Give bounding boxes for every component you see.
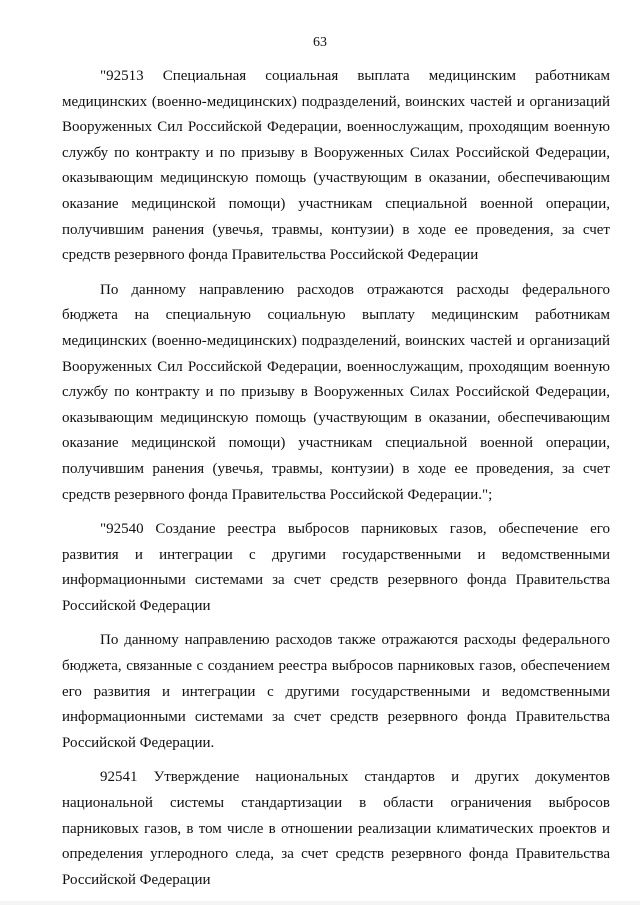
- paragraph-gap: [62, 619, 610, 628]
- paragraph-gap: [62, 508, 610, 517]
- paragraph-92540-heading: "92540 Создание реестра выбросов парниковых газов, обеспечение его развития и интеграции с другими государственными и ведомственными информационными системами за счет средств резервного фонда Правительства Российской Федерации: [62, 521, 610, 614]
- page-number: 63: [313, 35, 327, 50]
- paragraph-92541-heading: 92541 Утверждение национальных стандартов и других документов национальной системы стандартизации в области ограничения выбросов парниковых газов, в том числе в отношении реализации климатических проектов и определения углеродного следа, за счет средств резервного фонда Правительства Российской Федерации: [62, 769, 610, 888]
- paragraph-92540-description: По данному направлению расходов также отражаются расходы федерального бюджета, связанные с созданием реестра выбросов парниковых газов, обеспечением его развития и интеграции с другими государственными и ведомственными информационными системами за счет средств резервного фонда Правительства Российской Федерации.: [62, 632, 610, 751]
- scan-bottom-edge: [0, 901, 640, 905]
- paragraph-92513-heading: "92513 Специальная социальная выплата медицинским работникам медицинских (военно-медицинских) подразделений, воинских частей и организаций Вооруженных Сил Российской Федерации, военнослужащим, проходящим военную службу по контракту и по призыву в Вооруженных Силах Российской Федерации, оказывающим медицинскую помощь (участвующим в оказании, обеспечивающим оказание медицинской помощи) участникам специальной военной операции, получившим ранения (увечья, травмы, контузии) в ходе ее проведения, за счет средств резервного фонда Правительства Российской Федерации: [62, 68, 610, 264]
- document-body: [62, 64, 610, 893]
- paragraph-gap: [62, 756, 610, 765]
- paragraph-gap: [62, 269, 610, 278]
- paragraph-92513-description: По данному направлению расходов отражаются расходы федерального бюджета на специальную социальную выплату медицинским работникам медицинских (военно-медицинских) подразделений, воинских частей и организаций Вооруженных Сил Российской Федерации, военнослужащим, проходящим военную службу по контракту и по призыву в Вооруженных Силах Российской Федерации, оказывающим медицинскую помощь (участвующим в оказании, обеспечивающим оказание медицинской помощи) участникам специальной военной операции, получившим ранения (увечья, травмы, контузии) в ходе ее проведения, за счет средств резервного фонда Правительства Российской Федерации.";: [62, 281, 610, 503]
